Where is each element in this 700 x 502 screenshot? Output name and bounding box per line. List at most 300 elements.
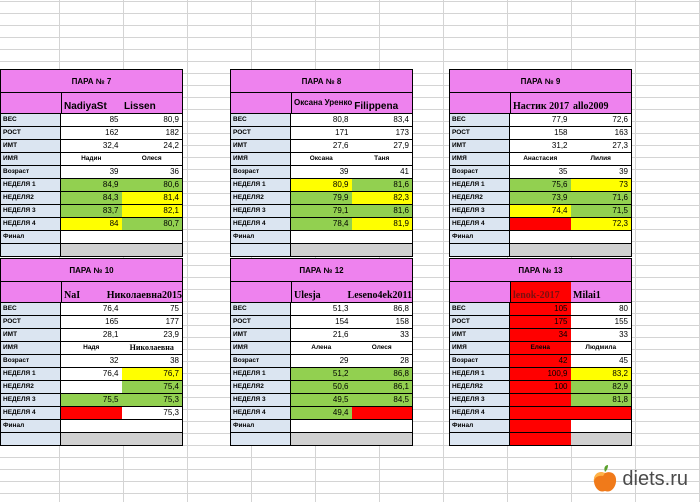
row-label: ВЕС — [231, 303, 291, 315]
row-label: ИМЯ — [1, 342, 61, 354]
value-cell[interactable]: 34 — [510, 329, 571, 341]
table-row — [450, 303, 631, 316]
nickname-cell[interactable]: Оксана Уренко — [292, 93, 352, 113]
table-row — [1, 179, 182, 192]
value-cell[interactable]: 84,3 — [61, 192, 122, 204]
table-row — [1, 140, 182, 153]
value-cell[interactable]: 75,3 — [122, 407, 183, 419]
pair-table — [230, 258, 413, 446]
value-cell[interactable]: 21,6 — [291, 329, 352, 341]
row-label: НЕДЕЛЯ 1 — [231, 179, 291, 191]
value-cell[interactable] — [61, 244, 122, 256]
value-cell[interactable]: 84,5 — [352, 394, 413, 406]
value-cell[interactable]: 75,5 — [61, 394, 122, 406]
table-row — [231, 127, 412, 140]
row-label: НЕДЕЛЯ 1 — [1, 368, 61, 380]
table-row — [231, 140, 412, 153]
table-row — [231, 394, 412, 407]
pair-nicknames-row — [450, 93, 631, 114]
row-label: ИМТ — [231, 329, 291, 341]
nickname-cell[interactable]: Настик 2017 — [511, 93, 571, 113]
table-row — [1, 114, 182, 127]
value-cell[interactable]: Надя — [61, 342, 122, 354]
table-row — [450, 355, 631, 368]
row-label: НЕДЕЛЯ 3 — [450, 394, 510, 406]
value-cell[interactable] — [122, 433, 183, 445]
table-row — [1, 420, 182, 433]
row-label: Финал — [450, 420, 510, 432]
value-cell[interactable]: 84,9 — [61, 179, 122, 191]
value-cell[interactable]: 75,6 — [510, 179, 571, 191]
value-cell[interactable]: 80,7 — [122, 218, 183, 230]
table-row — [1, 244, 182, 256]
table-row — [231, 205, 412, 218]
table-row — [450, 218, 631, 231]
table-row — [450, 329, 631, 342]
value-cell[interactable]: 50,6 — [291, 381, 352, 393]
value-cell[interactable]: 80,9 — [291, 179, 352, 191]
value-cell[interactable]: 81,4 — [122, 192, 183, 204]
pair-table — [230, 69, 413, 257]
table-row — [231, 420, 412, 433]
value-cell[interactable]: 76,4 — [61, 368, 122, 380]
value-cell[interactable]: 51,3 — [291, 303, 352, 315]
nickname-cell[interactable]: Lissen — [122, 93, 182, 113]
nickname-cell[interactable]: Ulesja — [292, 282, 346, 302]
table-row — [231, 153, 412, 166]
value-cell[interactable]: Лилия — [571, 153, 632, 165]
table-row — [450, 381, 631, 394]
value-cell[interactable]: 74,4 — [510, 205, 571, 217]
value-cell[interactable]: Анастасия — [510, 153, 571, 165]
value-cell[interactable]: 79,1 — [291, 205, 352, 217]
value-cell[interactable] — [352, 231, 413, 243]
row-label: Возраст — [1, 355, 61, 367]
pair-table — [449, 258, 632, 446]
value-cell[interactable]: 173 — [352, 127, 413, 139]
table-row — [1, 166, 182, 179]
value-cell[interactable]: 79,9 — [291, 192, 352, 204]
row-label: РОСТ — [231, 127, 291, 139]
table-row — [231, 433, 412, 445]
value-cell[interactable]: 80,6 — [122, 179, 183, 191]
value-cell[interactable]: 39 — [571, 166, 632, 178]
value-cell[interactable]: 29 — [291, 355, 352, 367]
value-cell[interactable]: 41 — [352, 166, 413, 178]
table-row — [1, 394, 182, 407]
table-row — [450, 192, 631, 205]
table-row — [231, 231, 412, 244]
table-row — [450, 407, 631, 420]
nickname-cell[interactable]: NaI — [62, 282, 105, 302]
row-label: ВЕС — [450, 114, 510, 126]
value-cell[interactable]: 154 — [291, 316, 352, 328]
value-cell[interactable]: 171 — [291, 127, 352, 139]
row-label: Финал — [231, 231, 291, 243]
table-row — [1, 316, 182, 329]
table-row — [231, 355, 412, 368]
table-row — [450, 420, 631, 433]
value-cell[interactable]: Николаевна — [122, 342, 183, 354]
table-row — [450, 153, 631, 166]
pair-title: ПАРА № 13 — [450, 259, 631, 282]
row-label — [450, 433, 510, 445]
value-cell[interactable]: 31,2 — [510, 140, 571, 152]
row-label: НЕДЕЛЯ 1 — [450, 179, 510, 191]
value-cell[interactable]: 72,3 — [571, 218, 632, 230]
row-label: РОСТ — [231, 316, 291, 328]
table-row — [231, 218, 412, 231]
row-label: РОСТ — [450, 127, 510, 139]
value-cell[interactable] — [571, 433, 632, 445]
table-row — [1, 433, 182, 445]
value-cell[interactable] — [122, 244, 183, 256]
value-cell[interactable]: 23,9 — [122, 329, 183, 341]
row-label: НЕДЕЛЯ 3 — [450, 205, 510, 217]
value-cell[interactable] — [291, 420, 352, 432]
value-cell[interactable]: 75,3 — [122, 394, 183, 406]
table-row — [450, 166, 631, 179]
value-cell[interactable]: Оксана — [291, 153, 352, 165]
row-label: НЕДЕЛЯ2 — [450, 381, 510, 393]
row-label: Возраст — [450, 355, 510, 367]
pair-title: ПАРА № 10 — [1, 259, 182, 282]
row-label: Финал — [450, 231, 510, 243]
table-row — [231, 166, 412, 179]
nickname-cell[interactable]: Filippena — [352, 93, 412, 113]
value-cell[interactable]: 49,5 — [291, 394, 352, 406]
value-cell[interactable]: Олеся — [122, 153, 183, 165]
table-row — [231, 179, 412, 192]
row-label: НЕДЕЛЯ 1 — [450, 368, 510, 380]
value-cell[interactable]: 83,4 — [352, 114, 413, 126]
row-label: НЕДЕЛЯ 3 — [1, 205, 61, 217]
table-row — [231, 329, 412, 342]
value-cell[interactable]: 80 — [571, 303, 632, 315]
apple-icon — [592, 464, 618, 494]
table-row — [1, 368, 182, 381]
nickname-label-cell — [1, 93, 62, 113]
value-cell[interactable] — [291, 244, 352, 256]
table-row — [231, 368, 412, 381]
value-cell[interactable]: 100,9 — [510, 368, 571, 380]
table-row — [450, 244, 631, 256]
nickname-cell[interactable]: NadiyaSt — [62, 93, 122, 113]
value-cell[interactable]: 27,3 — [571, 140, 632, 152]
row-label: ИМТ — [1, 140, 61, 152]
row-label — [1, 433, 61, 445]
table-row — [1, 192, 182, 205]
value-cell[interactable] — [510, 231, 571, 243]
value-cell[interactable] — [571, 407, 632, 419]
value-cell[interactable]: 82,9 — [571, 381, 632, 393]
value-cell[interactable]: 78,4 — [291, 218, 352, 230]
value-cell[interactable]: 71,6 — [571, 192, 632, 204]
table-row — [450, 140, 631, 153]
table-row — [450, 394, 631, 407]
value-cell[interactable]: 177 — [122, 316, 183, 328]
table-row — [1, 355, 182, 368]
pair-table — [0, 69, 183, 257]
value-cell[interactable]: 80,9 — [122, 114, 183, 126]
table-row — [231, 407, 412, 420]
value-cell[interactable]: 32,4 — [61, 140, 122, 152]
pair-title: ПАРА № 9 — [450, 70, 631, 93]
value-cell[interactable]: 38 — [122, 355, 183, 367]
row-label: НЕДЕЛЯ 1 — [231, 368, 291, 380]
value-cell[interactable] — [352, 420, 413, 432]
value-cell[interactable]: 81,8 — [571, 394, 632, 406]
value-cell[interactable]: 83,2 — [571, 368, 632, 380]
nickname-label-cell — [450, 93, 511, 113]
value-cell[interactable] — [61, 433, 122, 445]
row-label: Возраст — [450, 166, 510, 178]
value-cell[interactable]: Людмила — [571, 342, 632, 354]
value-cell[interactable]: 158 — [510, 127, 571, 139]
table-row — [231, 192, 412, 205]
value-cell[interactable]: Надин — [61, 153, 122, 165]
table-row — [450, 179, 631, 192]
value-cell[interactable]: 35 — [510, 166, 571, 178]
row-label: РОСТ — [450, 316, 510, 328]
value-cell[interactable]: Таня — [352, 153, 413, 165]
value-cell[interactable] — [510, 218, 571, 230]
value-cell[interactable] — [352, 244, 413, 256]
table-row — [1, 153, 182, 166]
value-cell[interactable]: Олеся — [352, 342, 413, 354]
row-label: НЕДЕЛЯ 4 — [1, 218, 61, 230]
value-cell[interactable] — [571, 420, 632, 432]
nickname-cell[interactable]: Николаевна2015 — [105, 282, 182, 302]
value-cell[interactable]: 86,1 — [352, 381, 413, 393]
value-cell[interactable]: 105 — [510, 303, 571, 315]
value-cell[interactable] — [510, 394, 571, 406]
table-row — [231, 342, 412, 355]
row-label: ВЕС — [231, 114, 291, 126]
value-cell[interactable]: 86,8 — [352, 368, 413, 380]
watermark-text: diets.ru — [622, 467, 688, 490]
value-cell[interactable]: 75 — [122, 303, 183, 315]
pair-title: ПАРА № 12 — [231, 259, 412, 282]
row-label — [231, 433, 291, 445]
row-label: Финал — [1, 420, 61, 432]
value-cell[interactable] — [61, 381, 122, 393]
value-cell[interactable]: 39 — [291, 166, 352, 178]
row-label: Возраст — [231, 166, 291, 178]
value-cell[interactable]: 27,9 — [352, 140, 413, 152]
row-label: НЕДЕЛЯ2 — [450, 192, 510, 204]
value-cell[interactable] — [510, 433, 571, 445]
row-label: ВЕС — [1, 114, 61, 126]
table-row — [450, 342, 631, 355]
row-label: ИМТ — [231, 140, 291, 152]
value-cell[interactable]: 155 — [571, 316, 632, 328]
row-label: ИМЯ — [231, 153, 291, 165]
pair-nicknames-row — [1, 93, 182, 114]
value-cell[interactable]: 83,7 — [61, 205, 122, 217]
row-label: ИМТ — [1, 329, 61, 341]
row-label: НЕДЕЛЯ 4 — [231, 218, 291, 230]
row-label: ИМЯ — [1, 153, 61, 165]
table-row — [1, 231, 182, 244]
value-cell[interactable]: 73,9 — [510, 192, 571, 204]
value-cell[interactable]: 32 — [61, 355, 122, 367]
row-label: ИМЯ — [231, 342, 291, 354]
nickname-label-cell — [450, 282, 511, 302]
value-cell[interactable] — [61, 407, 122, 419]
row-label: НЕДЕЛЯ 4 — [450, 407, 510, 419]
value-cell[interactable]: Алена — [291, 342, 352, 354]
table-row — [450, 368, 631, 381]
nickname-cell[interactable]: allo2009 — [571, 93, 631, 113]
row-label: НЕДЕЛЯ2 — [231, 192, 291, 204]
table-row — [1, 342, 182, 355]
value-cell[interactable]: 81,6 — [352, 205, 413, 217]
row-label: НЕДЕЛЯ2 — [1, 381, 61, 393]
row-label: НЕДЕЛЯ 3 — [1, 394, 61, 406]
table-row — [1, 303, 182, 316]
row-label: ВЕС — [1, 303, 61, 315]
table-row — [450, 205, 631, 218]
value-cell[interactable] — [510, 420, 571, 432]
table-row — [450, 316, 631, 329]
row-label: НЕДЕЛЯ 4 — [1, 407, 61, 419]
value-cell[interactable] — [510, 244, 571, 256]
value-cell[interactable]: 82,1 — [122, 205, 183, 217]
value-cell[interactable]: 81,9 — [352, 218, 413, 230]
row-label: НЕДЕЛЯ 4 — [450, 218, 510, 230]
table-row — [1, 127, 182, 140]
value-cell[interactable]: 82,3 — [352, 192, 413, 204]
table-row — [1, 407, 182, 420]
value-cell[interactable]: 71,5 — [571, 205, 632, 217]
value-cell[interactable] — [571, 244, 632, 256]
value-cell[interactable]: 158 — [352, 316, 413, 328]
pair-table — [0, 258, 183, 446]
row-label: НЕДЕЛЯ 3 — [231, 205, 291, 217]
value-cell[interactable]: 175 — [510, 316, 571, 328]
pair-nicknames-row — [450, 282, 631, 303]
value-cell[interactable]: 165 — [61, 316, 122, 328]
pair-nicknames-row — [1, 282, 182, 303]
pair-table — [449, 69, 632, 257]
table-row — [231, 381, 412, 394]
value-cell[interactable]: 24,2 — [122, 140, 183, 152]
table-row — [450, 127, 631, 140]
nickname-label-cell — [231, 93, 292, 113]
row-label: Финал — [231, 420, 291, 432]
row-label: НЕДЕЛЯ 4 — [231, 407, 291, 419]
value-cell[interactable]: 45 — [571, 355, 632, 367]
pair-nicknames-row — [231, 93, 412, 114]
value-cell[interactable] — [291, 433, 352, 445]
value-cell[interactable]: 51,2 — [291, 368, 352, 380]
row-label: НЕДЕЛЯ 3 — [231, 394, 291, 406]
nickname-cell[interactable]: Milai1 — [571, 282, 631, 302]
value-cell[interactable]: 77,9 — [510, 114, 571, 126]
row-label: Финал — [1, 231, 61, 243]
value-cell[interactable]: Елена — [510, 342, 571, 354]
value-cell[interactable]: 163 — [571, 127, 632, 139]
row-label: РОСТ — [1, 127, 61, 139]
value-cell[interactable]: 39 — [61, 166, 122, 178]
nickname-label-cell — [231, 282, 292, 302]
value-cell[interactable]: 76,4 — [61, 303, 122, 315]
value-cell[interactable]: 28 — [352, 355, 413, 367]
value-cell[interactable]: 33 — [571, 329, 632, 341]
row-label: Возраст — [231, 355, 291, 367]
row-label: ИМЯ — [450, 153, 510, 165]
pair-title: ПАРА № 7 — [1, 70, 182, 93]
row-label — [450, 244, 510, 256]
table-row — [1, 329, 182, 342]
table-row — [1, 205, 182, 218]
value-cell[interactable]: 76,7 — [122, 368, 183, 380]
value-cell[interactable]: 49,4 — [291, 407, 352, 419]
value-cell[interactable]: 162 — [61, 127, 122, 139]
value-cell[interactable] — [291, 231, 352, 243]
value-cell[interactable]: 86,8 — [352, 303, 413, 315]
table-row — [1, 218, 182, 231]
value-cell[interactable]: 75,4 — [122, 381, 183, 393]
value-cell[interactable] — [352, 407, 413, 419]
nickname-cell[interactable]: Leseno4ek2011 — [346, 282, 412, 302]
table-row — [231, 316, 412, 329]
value-cell[interactable]: 28,1 — [61, 329, 122, 341]
value-cell[interactable] — [122, 231, 183, 243]
row-label: Возраст — [1, 166, 61, 178]
table-row — [231, 244, 412, 256]
table-row — [231, 114, 412, 127]
pair-title: ПАРА № 8 — [231, 70, 412, 93]
value-cell[interactable]: 81,6 — [352, 179, 413, 191]
nickname-cell[interactable]: lenok-2017 — [511, 282, 571, 302]
table-row — [450, 231, 631, 244]
value-cell[interactable] — [510, 407, 571, 419]
table-row — [231, 303, 412, 316]
row-label: ИМЯ — [450, 342, 510, 354]
row-label: НЕДЕЛЯ 1 — [1, 179, 61, 191]
value-cell[interactable]: 72,6 — [571, 114, 632, 126]
value-cell[interactable]: 80,8 — [291, 114, 352, 126]
value-cell[interactable] — [352, 433, 413, 445]
value-cell[interactable]: 36 — [122, 166, 183, 178]
watermark — [592, 464, 688, 494]
row-label — [1, 244, 61, 256]
value-cell[interactable] — [61, 420, 122, 432]
row-label: РОСТ — [1, 316, 61, 328]
value-cell[interactable] — [571, 231, 632, 243]
value-cell[interactable]: 100 — [510, 381, 571, 393]
value-cell[interactable]: 84 — [61, 218, 122, 230]
table-row — [1, 381, 182, 394]
value-cell[interactable] — [61, 231, 122, 243]
value-cell[interactable] — [122, 420, 183, 432]
row-label: ВЕС — [450, 303, 510, 315]
row-label: НЕДЕЛЯ2 — [231, 381, 291, 393]
table-row — [450, 114, 631, 127]
nickname-label-cell — [1, 282, 62, 302]
row-label: ИМТ — [450, 140, 510, 152]
value-cell[interactable]: 27,6 — [291, 140, 352, 152]
row-label: ИМТ — [450, 329, 510, 341]
table-row — [450, 433, 631, 445]
value-cell[interactable]: 182 — [122, 127, 183, 139]
value-cell[interactable]: 33 — [352, 329, 413, 341]
value-cell[interactable]: 85 — [61, 114, 122, 126]
value-cell[interactable]: 73 — [571, 179, 632, 191]
value-cell[interactable]: 42 — [510, 355, 571, 367]
